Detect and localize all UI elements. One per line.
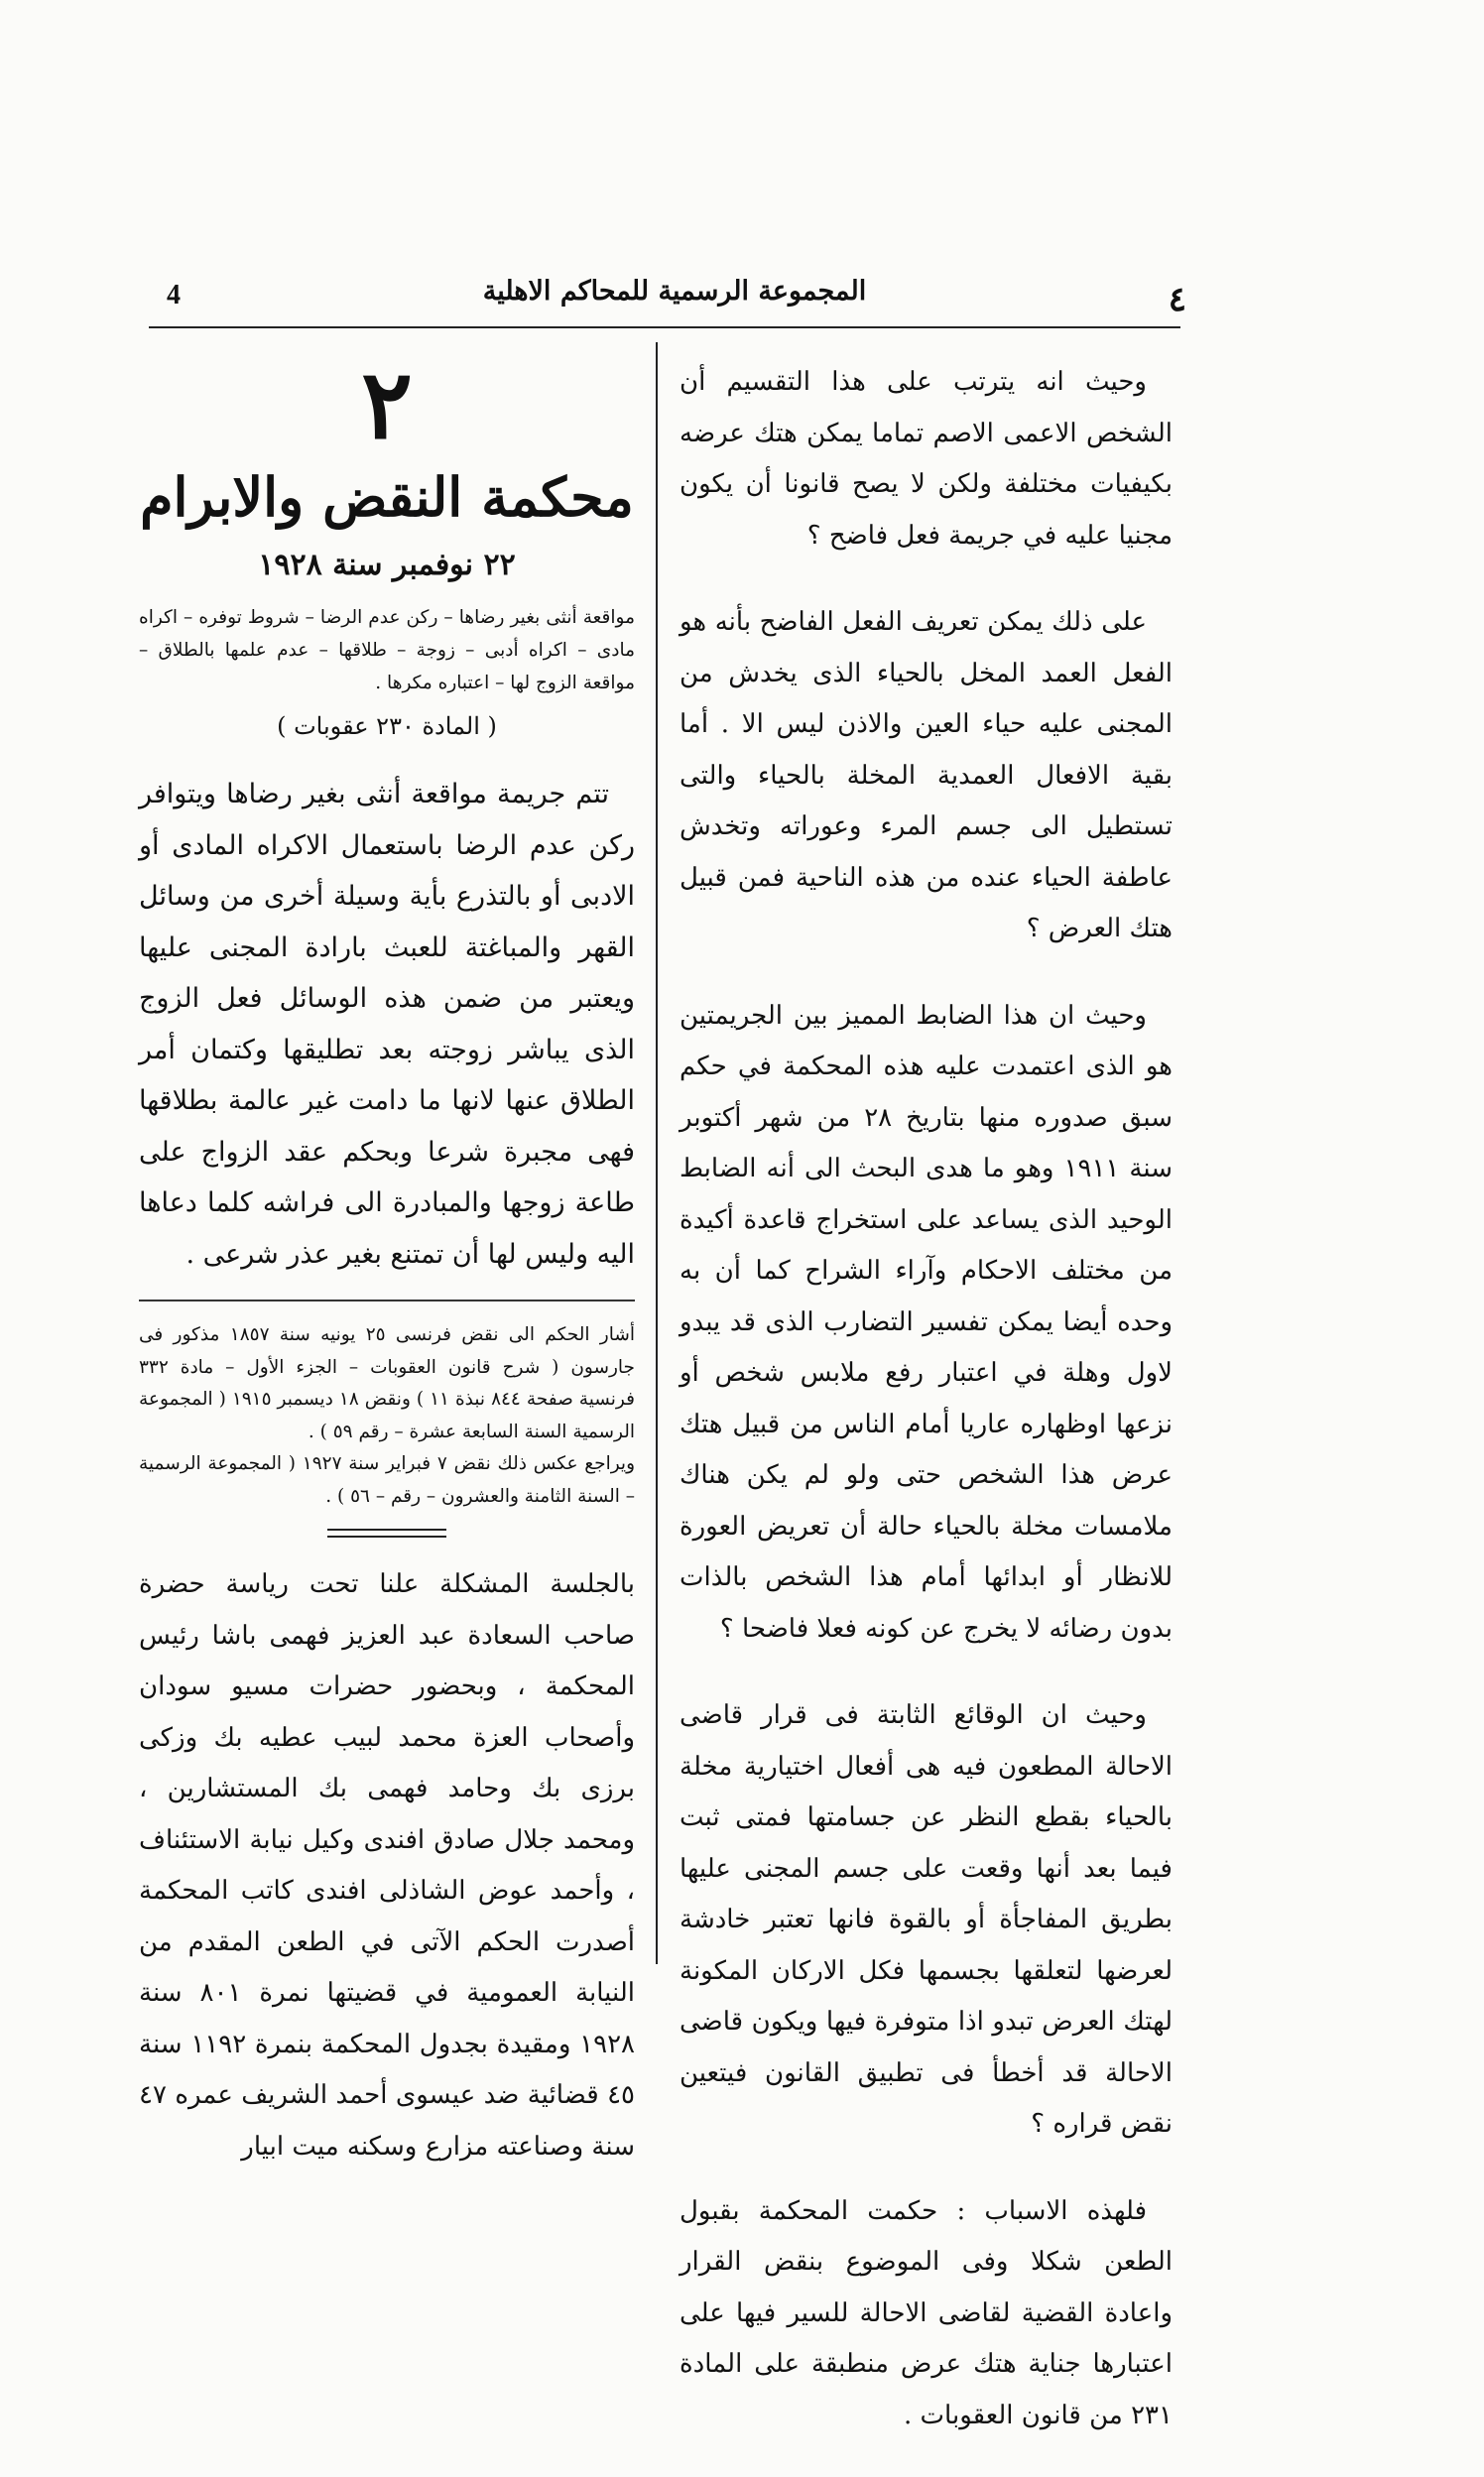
case-summary: مواقعة أنثى بغير رضاها – ركن عدم الرضا – شروط توفره – اكراه مادى – اكراه أدبى – زوجة – طلاقها – عدم علمها بالطلاق – مواقعة الزوج لها – اعتباره مكرها .: [139, 607, 635, 693]
header-rule: [149, 326, 1180, 328]
footnote: أشار الحكم الى نقض فرنسى ٢٥ يونيه سنة ١٨٥٧ مذكور فى جارسون ( شرح قانون العقوبات – الجزء الأول – مادة ٣٣٢ فرنسية صفحة ٨٤٤ نبذة ١١ ) ونقض ١٨ ديسمبر ١٩١٥ ( المجموعة الرسمية السنة السابعة عشرة – رقم ٥٩ ) .: [139, 1324, 635, 1442]
page-number-arabic: ٤: [1168, 280, 1186, 319]
paragraph: على ذلك يمكن تعريف الفعل الفاضح بأنه هو الفعل العمد المخل بالحياء الذى يخدش من المجنى عليه حياء العين والاذن ليس الا . أما بقية الافعال العمدية المخلة بالحياء والتى تستطيل الى جسم المرء وعوراته وتخدش عاطفة الحياء عنده من هذه الناحية فمن قبيل هتك العرض ؟: [680, 607, 1173, 943]
case-number: ٢: [361, 348, 413, 460]
footnote: ويراجع عكس ذلك نقض ٧ فبراير سنة ١٩٢٧ ( المجموعة الرسمية – السنة الثامنة والعشرون – رقم – ٥٦ ) .: [139, 1453, 635, 1507]
court-name: محكمة النقض والابرام: [140, 465, 634, 529]
paragraph: وحيث ان هذا الضابط المميز بين الجريمتين هو الذى اعتمدت عليه هذه المحكمة في حكم سبق صدوره منها بتاريخ ٢٨ من شهر أكتوبر سنة ١٩١١ وهو ما هدى البحث الى أنه الضابط الوحيد الذى يساعد على استخراج قاعدة أكيدة من مختلف الاحكام وآراء الشراح كما أن به وحده أيضا يمكن تفسير التضارب الذى قد يبدو لاول وهلة في اعتبار رفع ملابس شخص أو نزعها اوظهاره عاريا أمام الناس من قبيل هتك عرض هذا الشخص حتى ولو لم يكن هناك ملامسات مخلة بالحياء حالة أن تعريض العورة للانظار أو ابدائها أمام هذا الشخص بالذات بدون رضائه لا يخرج عن كونه فعلا فاضحا ؟: [680, 1000, 1173, 1644]
left-column: [139, 348, 635, 2172]
article-reference: ( المادة ٢٣٠ عقوبات ): [277, 712, 497, 740]
paragraph: فلهذه الاسباب : حكمت المحكمة بقبول الطعن شكلا وفى الموضوع بنقض القرار واعادة القضية لقاضى الاحالة للسير فيها على اعتبارها جناية هتك عرض منطبقة على المادة ٢٣١ من قانون العقوبات .: [680, 2195, 1173, 2430]
paragraph: وحيث ان الوقائع الثابتة فى قرار قاضى الاحالة المطعون فيه هى أفعال اختيارية مخلة بالحياء بقطع النظر عن جسامتها فمتى ثبت فيما بعد أنها وقعت على جسم المجنى عليها بطريق المفاجأة أو بالقوة فانها تعتبر خادشة لعرضها لتعلقها بجسمها فكل الاركان المكونة لهتك العرض تبدو اذا متوفرة فيها ويكون قاضى الاحالة قد أخطأ فى تطبيق القانون فيتعين نقض قراره ؟: [680, 1700, 1173, 2139]
paragraph: وحيث انه يترتب على هذا التقسيم أن الشخص الاعمى الاصم تماما يمكن هتك عرضه بكيفيات مختلفة ولكن لا يصح قانونا أن يكون مجنيا عليه في جريمة فعل فاضح ؟: [680, 367, 1173, 551]
hearing-paragraph: بالجلسة المشكلة علنا تحت رياسة حضرة صاحب السعادة عبد العزيز فهمى باشا رئيس المحكمة ، وبحضور حضرات مسيو سودان وأصحاب العزة محمد لبيب عطيه بك وزكى برزى بك وحامد فهمى بك المستشارين ، ومحمد جلال صادق افندى وكيل نيابة الاستئناف ، وأحمد عوض الشاذلى افندى كاتب المحكمة أصدرت الحكم الآتى في الطعن المقدم من النيابة العمومية في قضيتها نمرة ٨٠١ سنة ١٩٢٨ ومقيدة بجدول المحكمة بنمرة ١١٩٢ سنة ٤٥ قضائية ضد عيسوى أحمد الشريف عمره ٤٧ سنة وصناعته مزارع وسكنه ميت ابيار: [139, 1569, 635, 2162]
column-divider: [656, 342, 658, 1964]
footnote-rule: [139, 1300, 635, 1301]
case-date: ٢٢ نوفمبر سنة ١٩٢٨: [258, 548, 516, 582]
case-holding: تتم جريمة مواقعة أنثى بغير رضاها ويتوافر ركن عدم الرضا باستعمال الاكراه المادى أو الادبى أو بالتذرع بأية وسيلة أخرى من وسائل القهر والمباغتة للعبث بارادة المجنى عليها ويعتبر من ضمن هذه الوسائل فعل الزوج الذى يباشر زوجته بعد تطليقها وكتمان أمر الطلاق عنها لانها ما دامت غير عالمة بطلاقها فهى مجبرة شرعا وبحكم عقد الزواج على طاعة زوجها والمبادرة الى فراشه كلما دعاها اليه وليس لها أن تمتنع بغير عذر شرعى .: [139, 779, 635, 1270]
page-number-latin: 4: [167, 280, 181, 310]
running-head: المجموعة الرسمية للمحاكم الاهلية: [482, 276, 867, 307]
right-column: [680, 357, 1173, 2477]
section-separator: [327, 1529, 446, 1538]
